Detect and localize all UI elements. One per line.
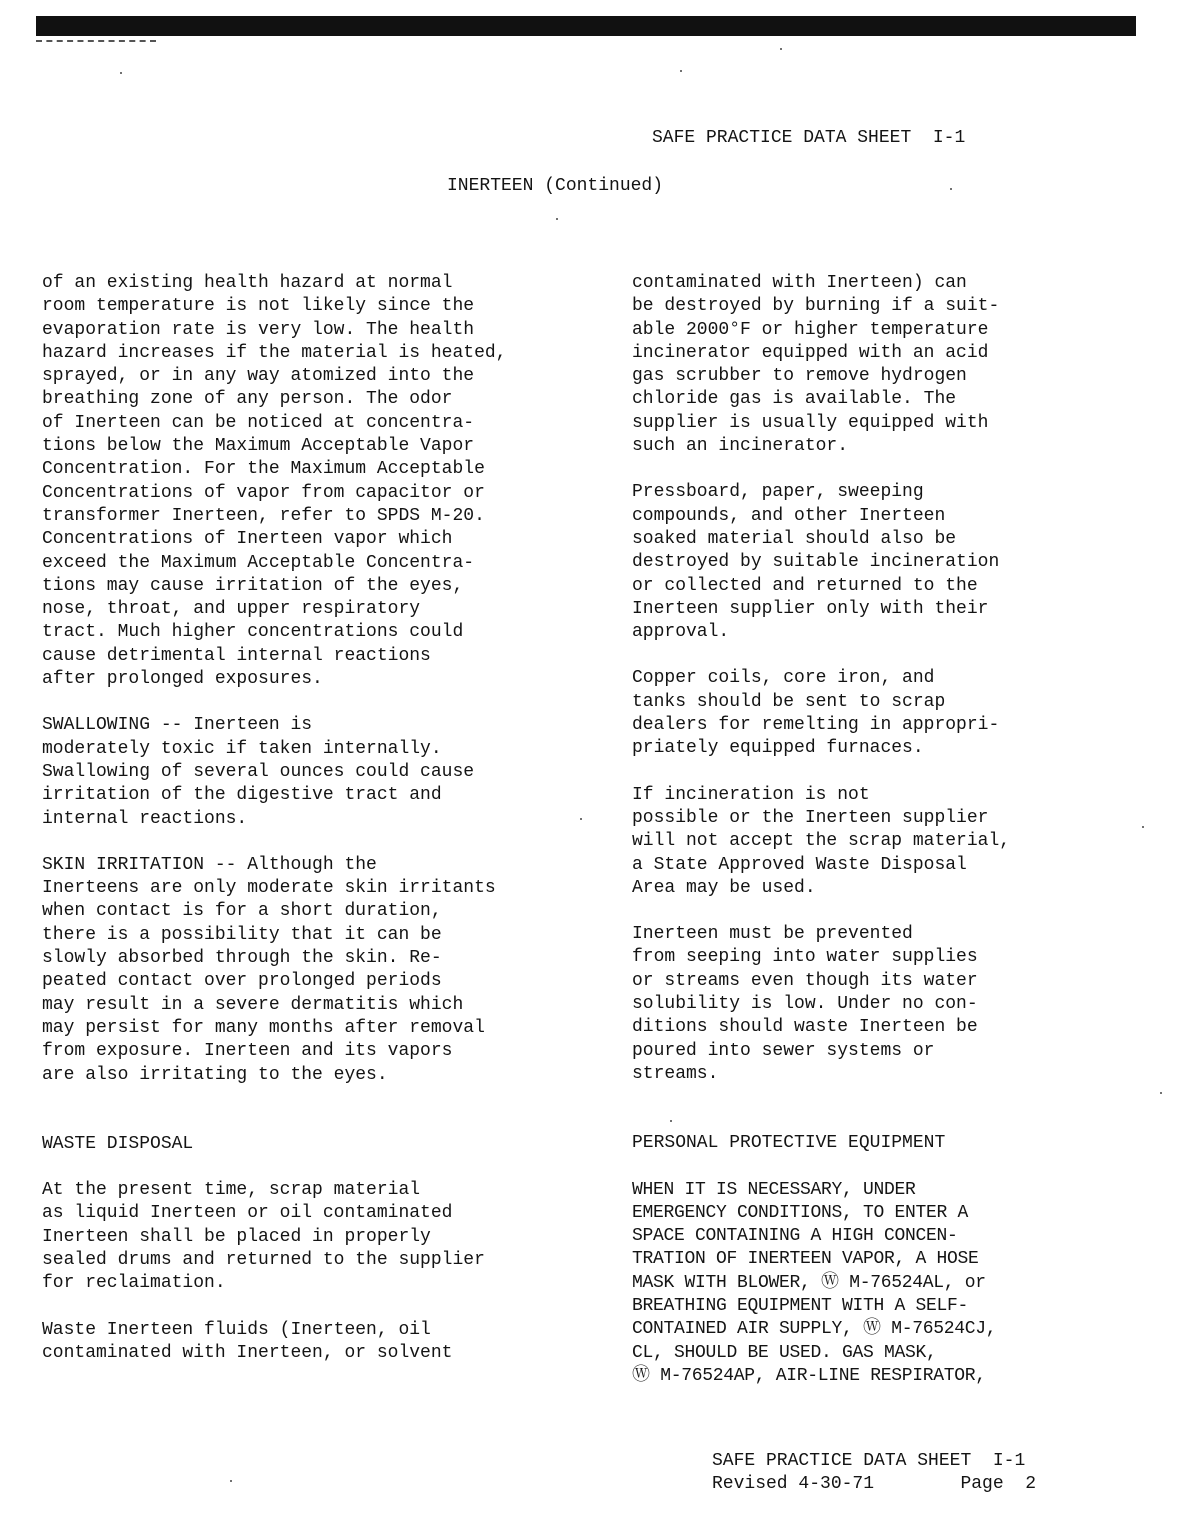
waste-disposal-heading: WASTE DISPOSAL: [42, 1133, 194, 1154]
scan-speck: [680, 70, 682, 72]
footer: [712, 1450, 1036, 1496]
ppe-heading: PERSONAL PROTECTIVE EQUIPMENT: [632, 1133, 946, 1154]
waste-disposal-paragraph-2: Waste Inerteen fluids (Inerteen, oil contaminated with Inerteen, or solvent: [42, 1319, 453, 1363]
scan-speck: [1142, 826, 1144, 828]
scan-speck: [556, 218, 558, 220]
intro-paragraph: of an existing health hazard at normal room temperature is not likely since the evaporation rate is very low. The health hazard increases if the material is heated, sprayed, or in any way atomized into the breathing zone of any person. The odor of Inerteen can be noticed at concentra- tions below the Maximum Acceptable Vapor Concentration. For the Maximum Acceptable Concentrations of vapor from capacitor or transformer Inerteen, refer to SPDS M-20. Concentrations of Inerteen vapor which exceed the Maximum Acceptable Concentra- tions may cause irritation of the eyes, nose, throat, and upper respiratory tract. Much higher concentrations could cause detrimental internal reactions after prolonged exposures.: [42, 273, 507, 690]
ppe-paragraph: WHEN IT IS NECESSARY, UNDER EMERGENCY CONDITIONS, TO ENTER A SPACE CONTAINING A HIGH CONCEN- TRATION OF INERTEEN VAPOR, A HOSE MASK WITH BLOWER, Ⓦ M-76524AL, or BREATHING EQUIPMENT WITH A SELF- CONTAINED AIR SUPPLY, Ⓦ M-76524CJ, CL, SHOULD BE USED. GAS MASK, Ⓦ M-76524AP, AIR-LINE RESPIRATOR,: [632, 1179, 997, 1386]
left-column: [42, 272, 562, 1388]
scan-speck: [120, 72, 122, 74]
scan-speck: [780, 48, 782, 50]
incineration-not-possible-paragraph: If incineration is not possible or the Inerteen supplier will not accept the scrap material, a State Approved Waste Disposal Area may be used.: [632, 784, 1011, 898]
waste-disposal-paragraph-1: At the present time, scrap material as liquid Inerteen or oil contaminated Inerteen shall be placed in properly sealed drums and returned to the supplier for reclaimation.: [42, 1180, 485, 1294]
scan-speck: [670, 1120, 672, 1122]
scan-speck: [1160, 1092, 1162, 1094]
right-column: [632, 272, 1112, 1411]
scan-speck: [230, 1480, 232, 1482]
seeping-paragraph: Inerteen must be prevented from seeping into water supplies or streams even though its water solubility is low. Under no con- ditions should waste Inerteen be poured into sewer systems or streams.: [632, 924, 978, 1084]
section-title: INERTEEN (Continued): [447, 176, 664, 196]
footer-sheet-title: SAFE PRACTICE DATA SHEET I-1: [712, 1451, 1026, 1471]
scan-speck: [580, 818, 582, 820]
swallowing-paragraph: SWALLOWING -- Inerteen is moderately toxic if taken internally. Swallowing of several ounces could cause irritation of the digestive tract and internal reactions.: [42, 715, 475, 829]
footer-page-number: Page 2: [960, 1474, 1037, 1494]
incinerator-paragraph: contaminated with Inerteen) can be destroyed by burning if a suit- able 2000°F or higher temperature incinerator equipped with an acid gas scrubber to remove hydrogen chloride gas is available. The supplier is usually equipped with such an incinerator.: [632, 273, 1000, 457]
copper-coils-paragraph: Copper coils, core iron, and tanks should be sent to scrap dealers for remelting in appropri- priately equipped furnaces.: [632, 668, 1000, 759]
header-sheet-title: SAFE PRACTICE DATA SHEET I-1: [652, 128, 966, 148]
scan-speck: [950, 188, 952, 190]
pressboard-paragraph: Pressboard, paper, sweeping compounds, and other Inerteen soaked material should also be destroyed by suitable incineration or collected and returned to the Inerteen supplier only with their approval.: [632, 482, 1000, 643]
top-dash-rule: [36, 40, 156, 44]
top-rule: [36, 16, 1136, 36]
skin-irritation-paragraph: SKIN IRRITATION -- Although the Inerteens are only moderate skin irritants when contact is for a short duration, there is a possibility that it can be slowly absorbed through the skin. Re- peated contact over prolonged periods may result in a severe dermatitis which may persist for many months after removal from exposure. Inerteen and its vapors are also irritating to the eyes.: [42, 854, 496, 1085]
footer-revised: Revised 4-30-71: [712, 1474, 875, 1494]
